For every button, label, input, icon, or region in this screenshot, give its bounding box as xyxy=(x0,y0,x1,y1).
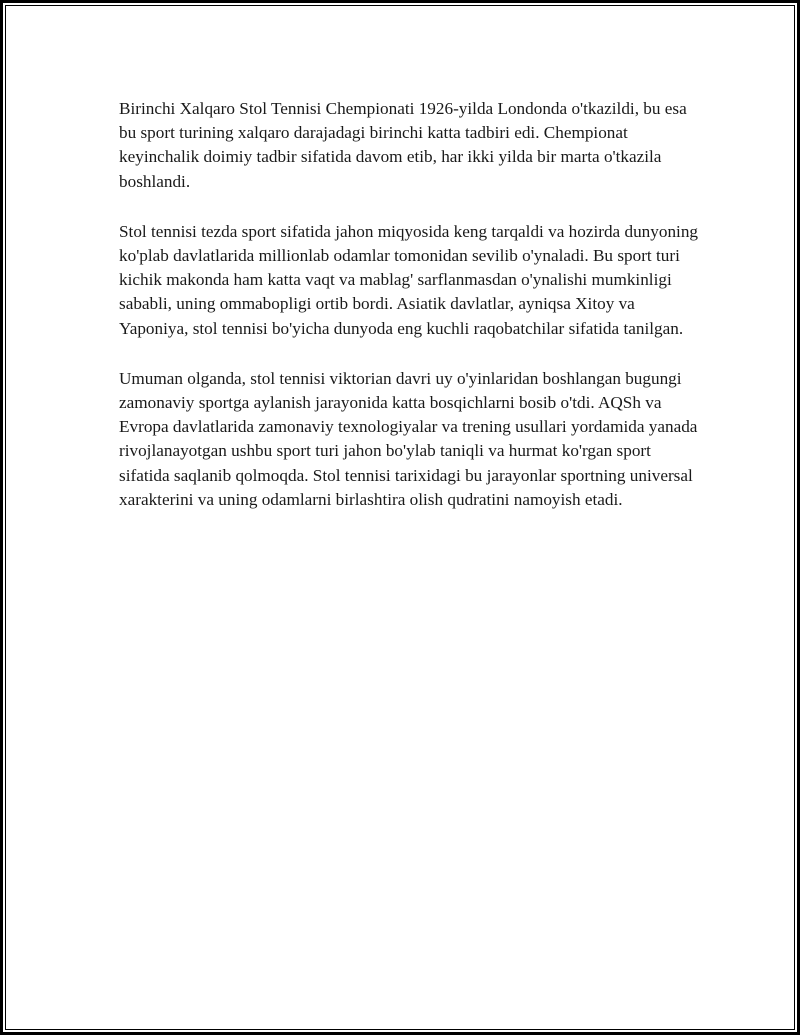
paragraph-1: Birinchi Xalqaro Stol Tennisi Chempionati 1926-yilda Londonda o'tkazildi, bu esa bu sport turining xalqaro darajadagi birinchi katta tadbiri edi. Chempionat keyinchalik doimiy tadbir sifatida davom etib, har ikki yilda bir marta o'tkazila boshlandi. xyxy=(119,99,687,191)
paragraph-2: Stol tennisi tezda sport sifatida jahon miqyosida keng tarqaldi va hozirda dunyoning ko'plab davlatlarida millionlab odamlar tomonidan sevilib o'ynaladi. Bu sport turi kichik makonda ham katta vaqt va mablag' sarflanmasdan o'ynalishi mumkinligi sababli, uning ommabopligi ortib bordi. Asiatik davlatlar, ayniqsa Xitoy va Yaponiya, stol tennisi bo'yicha dunyoda eng kuchli raqobatchilar sifatida tanilgan. xyxy=(119,221,699,338)
document-body xyxy=(119,97,704,538)
paragraph-3: Umuman olganda, stol tennisi viktorian davri uy o'yinlaridan boshlangan bugungi zamonaviy sportga aylanish jarayonida katta bosqichlarni bosib o'tdi. AQSh va Evropa davlatlarida zamonaviy texnologiyalar va trening usullari yordamida yanada rivojlanayotgan ushbu sport turi jahon bo'ylab taniqli va hurmat ko'rgan sport sifatida saqlanib qolmoqda. Stol tennisi tarixidagi bu jarayonlar sportning universal xarakterini va uning odamlarni birlashtira olish qudratini namoyish etadi. xyxy=(119,368,698,509)
